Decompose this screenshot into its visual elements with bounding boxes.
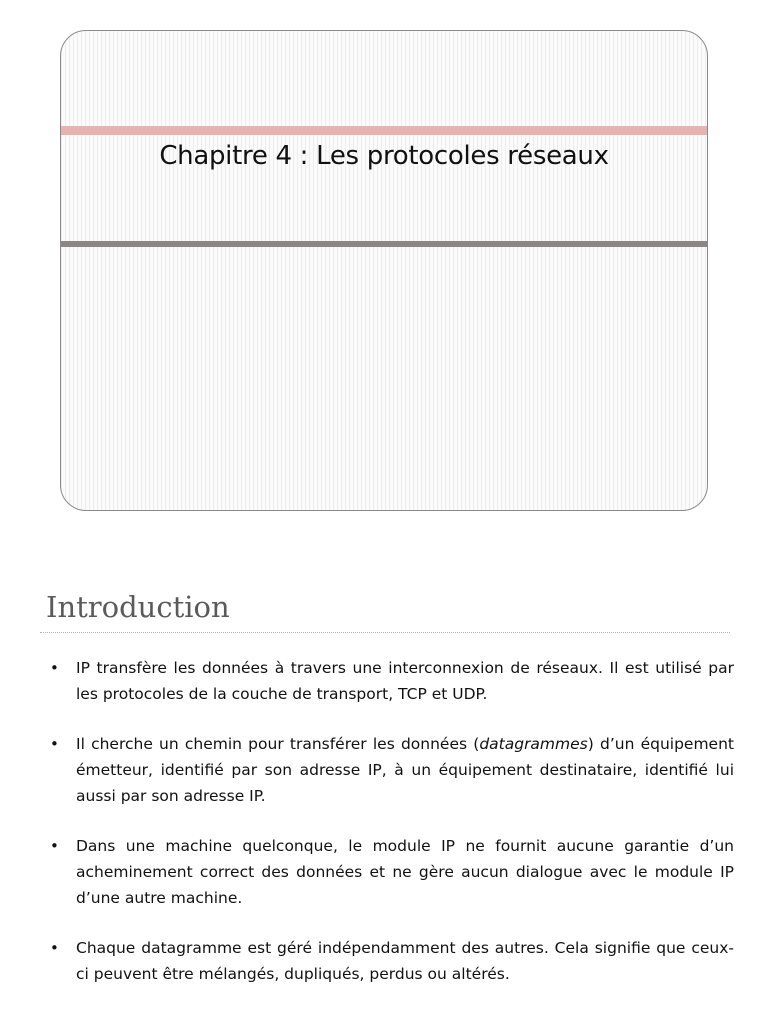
slide-title: Chapitre 4 : Les protocoles réseaux	[159, 141, 609, 171]
bullet-item	[46, 731, 734, 809]
heading-divider	[40, 632, 730, 633]
bullet-item	[46, 655, 734, 707]
bullet-item	[46, 935, 734, 987]
title-accent-band-bottom	[61, 241, 707, 247]
bullet-text: IP transfère les données à travers une interconnexion de réseaux. Il est utilisé par les protocoles de la couche de transport, TCP et UDP.	[76, 659, 734, 703]
bullet-marker: •	[50, 735, 59, 753]
title-slide	[60, 30, 708, 511]
bullet-marker: •	[50, 939, 59, 957]
bullet-text: Dans une machine quelconque, le module IP ne fournit aucune garantie d’un acheminement correct des données et ne gère aucun dialogue avec le module IP d’une autre machine.	[76, 837, 734, 907]
bullet-text-emphasis: datagrammes	[479, 735, 588, 753]
bullet-text-after: ) d’un équipement émetteur, identifié par son adresse IP, à un équipement destinataire, identifié lui aussi par son adresse IP.	[76, 735, 734, 805]
title-accent-band-top	[61, 126, 707, 135]
bullet-text: Chaque datagramme est géré indépendamment des autres. Cela signifie que ceux-ci peuvent être mélangés, dupliqués, perdus ou altérés.	[76, 939, 734, 983]
bullet-marker: •	[50, 837, 59, 855]
bullet-list	[46, 655, 734, 1011]
intro-heading: Introduction	[46, 590, 230, 624]
bullet-text-before: Il cherche un chemin pour transférer les données (	[76, 735, 480, 753]
bullet-marker: •	[50, 659, 59, 677]
bullet-item	[46, 833, 734, 911]
